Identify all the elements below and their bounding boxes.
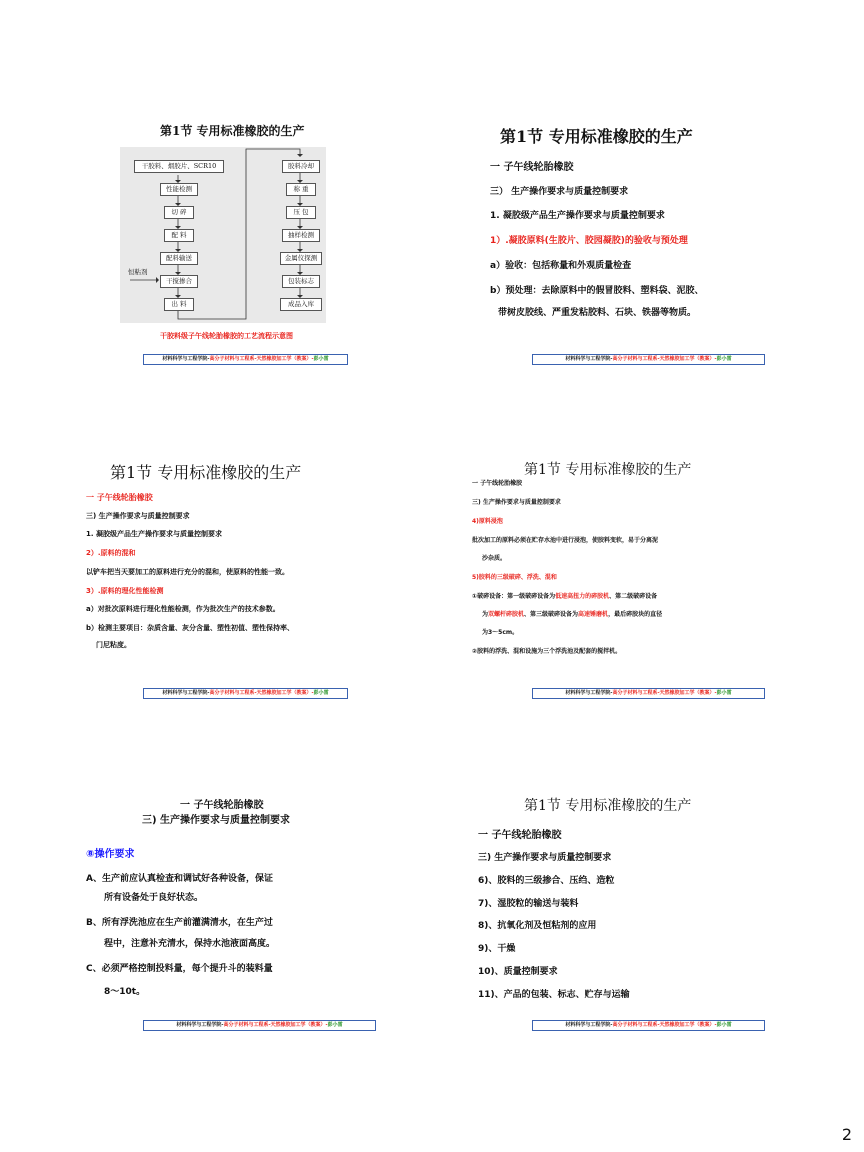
- slide3-footer: [143, 688, 348, 699]
- footer-school: 材料科学与工程学院-: [162, 356, 210, 362]
- slide4-line-10: ②胶料的浮洗、混和设施为三个浮洗池及配套的搅拌机。: [472, 648, 622, 655]
- slide5-line-2: A、生产前应认真检查和调试好各种设备，保证: [86, 874, 273, 884]
- slide2-line-6: b）预处理：去除原料中的假冒胶料、塑料袋、泥胶、: [490, 286, 704, 296]
- footer-course: 高分子材料与工程系-天然橡胶加工学（教案）-: [612, 356, 717, 362]
- flow-step-dry-mix: 干搅掺合: [160, 275, 198, 288]
- slide4-line-6: 5)胶料的三级破碎、浮洗、混和: [472, 574, 557, 581]
- slide5-line-1: ⑧操作要求: [86, 849, 135, 860]
- slide1-title: 第1节 专用标准橡胶的生产: [160, 124, 305, 138]
- slide3-title: 第1节 专用标准橡胶的生产: [110, 463, 302, 482]
- slide3-line-7: a）对批次原料进行理化性能检测，作为批次生产的技术参数。: [86, 605, 280, 613]
- slide2-line-2: 三） 生产操作要求与质量控制要求: [490, 187, 629, 197]
- slide6-line-2: 三) 生产操作要求与质量控制要求: [478, 853, 612, 863]
- slide4-footer: [532, 688, 765, 699]
- crusher-text-b: 、第二级破碎设备: [609, 593, 658, 600]
- crusher-text-a: ①破碎设备：第一级破碎设备为: [472, 593, 556, 600]
- slide4-line-4: 批次加工的原料必须在贮存水池中进行浸泡，使胶料变软，易于分离泥: [472, 537, 659, 544]
- flow-step-warehouse: 成品入库: [280, 298, 322, 311]
- flow-step-cut: 切 碎: [164, 206, 194, 219]
- slide5-footer: [143, 1020, 376, 1031]
- footer-school: 材料科学与工程学院-: [565, 1022, 613, 1028]
- slide4-title: 第1节 专用标准橡胶的生产: [524, 462, 692, 478]
- slide6-line-1: 一 子午线轮胎橡胶: [478, 830, 562, 841]
- slide4-line-3: 4)原料浸泡: [472, 518, 503, 525]
- flow-step-batch: 配 料: [164, 229, 194, 242]
- flow-step-weigh: 称 重: [286, 183, 316, 196]
- slide6-line-3: 6)、胶料的三级掺合、压绉、造粒: [478, 876, 615, 886]
- footer-school: 材料科学与工程学院-: [565, 356, 613, 362]
- slide5-line-3: 所有设备处于良好状态。: [104, 893, 204, 903]
- slide2-line-7: 带树皮胶线、严重发粘胶料、石块、铁器等物质。: [498, 308, 697, 318]
- slide2-line-1: 一 子午线轮胎橡胶: [490, 162, 574, 173]
- footer-author: 彭小雷: [313, 356, 329, 362]
- slide2-line-4: 1）.凝胶原料(生胶片、胶园凝胶)的验收与预处理: [490, 236, 688, 246]
- crusher-text-e: ，最后碎胶块的直径: [608, 611, 663, 618]
- footer-course: 高分子材料与工程系-天然橡胶加工学（教案）-: [209, 356, 314, 362]
- slide2-footer: [532, 354, 765, 365]
- slide6-line-8: 11)、产品的包装、标志、贮存与运输: [478, 990, 630, 1000]
- footer-author: 彭小雷: [716, 690, 732, 696]
- slide4-line-1: 一 子午线轮胎橡胶: [472, 480, 523, 487]
- slide1-caption: 干胶料级子午线轮胎橡胶的工艺流程示意图: [160, 332, 293, 340]
- flow-step-sampling: 抽样检测: [282, 229, 320, 242]
- slide1-footer: [143, 354, 348, 365]
- page-number: 2: [841, 1125, 852, 1144]
- crusher-level1: 低速高扭力的碎胶机: [555, 593, 610, 600]
- slide4-line-7: [472, 593, 657, 601]
- slide6-line-6: 9)、干燥: [478, 944, 516, 954]
- crusher-text-d: 、第三级破碎设备为: [524, 611, 579, 618]
- slide6-footer: [532, 1020, 765, 1031]
- footer-author: 彭小雷: [716, 1022, 732, 1028]
- slide6-line-7: 10)、质量控制要求: [478, 967, 558, 977]
- slide5-line-6: C、必须严格控制投料量，每个提升斗的装料量: [86, 964, 273, 974]
- slide5-line-4: B、所有浮洗池应在生产前灌满清水，在生产过: [86, 918, 273, 928]
- flow-step-press: 压 包: [286, 206, 316, 219]
- flow-step-performance-test: 性能检测: [160, 183, 198, 196]
- slide2-line-5: a）验收：包括称量和外观质量检查: [490, 261, 632, 271]
- footer-author: 彭小雷: [327, 1022, 343, 1028]
- slide6-line-4: 7)、湿胶粒的输送与装料: [478, 899, 579, 909]
- slide4-line-9: 为3～5cm。: [482, 629, 519, 636]
- slide6-line-5: 8)、抗氧化剂及恒粘剂的应用: [478, 921, 597, 931]
- flow-step-metal-detect: 金属仪探测: [280, 252, 322, 265]
- footer-course: 高分子材料与工程系-天然橡胶加工学（教案）-: [612, 1022, 717, 1028]
- footer-course: 高分子材料与工程系-天然橡胶加工学（教案）-: [223, 1022, 328, 1028]
- slide3-line-9: 门尼粘度。: [96, 641, 131, 649]
- slide2-title: 第1节 专用标准橡胶的生产: [500, 127, 693, 146]
- slide3-line-4: 2）.原料的混和: [86, 549, 136, 557]
- crusher-text-c: 为: [482, 611, 489, 618]
- slide3-line-2: 三) 生产操作要求与质量控制要求: [86, 512, 190, 520]
- footer-course: 高分子材料与工程系-天然橡胶加工学（教案）-: [612, 690, 717, 696]
- slide5-title-2: 三) 生产操作要求与质量控制要求: [142, 815, 291, 826]
- slide3-line-6: 3）.原料的理化性能检测: [86, 587, 164, 595]
- footer-school: 材料科学与工程学院-: [565, 690, 613, 696]
- slide5-line-7: 8～10t。: [104, 987, 146, 997]
- flow-step-cooling: 胶料冷却: [282, 160, 320, 173]
- flow-step-raw-material: 干胶料、烟胶片、SCR10: [134, 160, 224, 173]
- slide3-line-3: 1. 凝胶级产品生产操作要求与质量控制要求: [86, 530, 222, 538]
- slide4-line-2: 三) 生产操作要求与质量控制要求: [472, 499, 561, 506]
- slide5-line-5: 程中，注意补充清水，保持水池液面高度。: [104, 939, 276, 949]
- footer-author: 彭小雷: [313, 690, 329, 696]
- slide5-title-1: 一 子午线轮胎橡胶: [180, 800, 264, 811]
- crusher-level2: 双螺杆碎胶机: [488, 611, 525, 618]
- slide3-line-1: 一 子午线轮胎橡胶: [86, 493, 153, 502]
- footer-course: 高分子材料与工程系-天然橡胶加工学（教案）-: [209, 690, 314, 696]
- slide3-line-8: b）检测主要项目：杂质含量、灰分含量、塑性初值、塑性保持率、: [86, 624, 295, 632]
- footer-school: 材料科学与工程学院-: [176, 1022, 224, 1028]
- flow-step-packing: 包装标志: [282, 275, 320, 288]
- flow-step-convey: 配料输送: [160, 252, 198, 265]
- crusher-level3: 高速锤磨机: [578, 611, 609, 618]
- slide4-line-5: 沙杂质。: [482, 555, 507, 562]
- slide3-line-5: 以铲车把当天要加工的原料进行充分的混和，使原料的性能一致。: [86, 568, 289, 576]
- slide2-line-3: 1. 凝胶级产品生产操作要求与质量控制要求: [490, 211, 665, 221]
- flow-step-discharge: 出 料: [164, 298, 194, 311]
- process-flow-diagram: [120, 147, 326, 323]
- slide6-title: 第1节 专用标准橡胶的生产: [524, 798, 692, 814]
- flow-side-input-label: 恒粘剂: [128, 268, 148, 276]
- footer-school: 材料科学与工程学院-: [162, 690, 210, 696]
- footer-author: 彭小雷: [716, 356, 732, 362]
- slide4-line-8: [482, 611, 662, 619]
